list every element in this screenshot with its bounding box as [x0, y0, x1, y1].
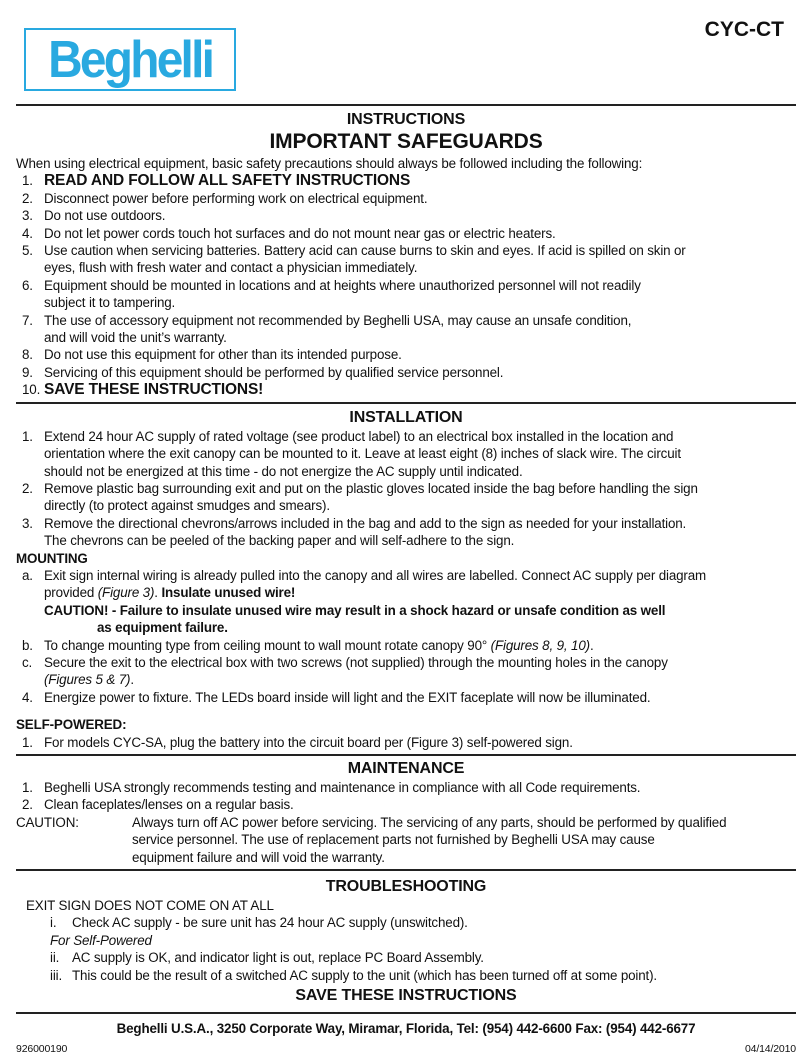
troubleshooting-item: ii. AC supply is OK, and indicator light is out, replace PC Board Assembly. — [50, 950, 484, 966]
list-item: 4. Do not let power cords touch hot surfaces and do not mount near gas or electric heaters. — [22, 225, 556, 241]
list-item: 1. READ AND FOLLOW ALL SAFETY INSTRUCTIONS — [22, 172, 411, 190]
list-item: 7. The use of accessory equipment not recommended by Beghelli USA, may cause an unsafe condition, and will void the unit’s warranty. — [22, 312, 632, 346]
troubleshooting-item: i. Check AC supply - be sure unit has 24 hour AC supply (unswitched). — [50, 915, 468, 931]
self-powered-item: 1. For models CYC-SA, plug the battery into the circuit board per (Figure 3) self-powered sign. — [22, 734, 573, 750]
safeguards-list — [16, 172, 796, 398]
divider — [16, 1012, 796, 1014]
maintenance-list — [16, 779, 796, 814]
part-number: 926000190 — [16, 1043, 68, 1056]
instructions-heading: INSTRUCTIONS — [346, 111, 466, 128]
save-instructions-heading: SAVE THESE INSTRUCTIONS — [295, 987, 517, 1005]
list-item: 1. Beghelli USA strongly recommends testing and maintenance in compliance with all Code requirements. — [22, 780, 641, 795]
maintenance-caution: CAUTION: Always turn off AC power before servicing. The servicing of any parts, should be performed by qualified service personnel. The use of replacement parts not furnished by Beghelli USA may cause equipment failure and will void the warranty. — [16, 814, 727, 865]
mounting-item-b: b. To change mounting type from ceiling mount to wall mount rotate canopy 90° (Figures 8, 9, 10). — [22, 637, 594, 653]
list-item: 8. Do not use this equipment for other than its intended purpose. — [22, 347, 402, 363]
safeguards-intro: When using electrical equipment, basic safety precautions should always be followed including the following: — [16, 156, 643, 171]
document-date: 04/14/2010 — [744, 1043, 796, 1056]
list-item: 10. SAVE THESE INSTRUCTIONS! — [22, 381, 264, 399]
list-item: 2. Clean faceplates/lenses on a regular basis. — [22, 797, 294, 813]
company-address: Beghelli U.S.A., 3250 Corporate Way, Miramar, Florida, Tel: (954) 442-6600 Fax: (954) 442-6677 — [116, 1021, 696, 1037]
maintenance-heading: MAINTENANCE — [347, 760, 465, 777]
document-body — [16, 104, 796, 1059]
troubleshooting-heading: TROUBLESHOOTING — [325, 878, 487, 896]
troubleshooting-item: iii. This could be the result of a switched AC supply to the unit (which has been turned off at some point). — [50, 967, 657, 983]
self-powered-subheading: For Self-Powered — [50, 932, 152, 948]
divider — [16, 754, 796, 756]
list-item: 3. Remove the directional chevrons/arrows included in the bag and add to the sign as needed for your installation. The chevrons can be peeled of the backing paper and will self-adhere to the sign. — [22, 515, 687, 549]
mounting-item-c: c. Secure the exit to the electrical box with two screws (not supplied) through the mounting holes in the canopy (Figures 5 & 7). — [22, 654, 668, 688]
list-item: 6. Equipment should be mounted in locations and at heights where unauthorized personnel will not readily subject it to tampering. — [22, 277, 641, 311]
divider — [16, 402, 796, 404]
list-item: 1. Extend 24 hour AC supply of rated voltage (see product label) to an electrical box installed in the location and orientation where the exit canopy can be mounted to it. Leave at least eight (8) inches of slack wire. The circuit should not be energized at this time - do not energize the AC supply until indicated. — [22, 428, 681, 479]
mounting-item-4: 4. Energize power to fixture. The LEDs board inside will light and the EXIT faceplate will now be illuminated. — [22, 689, 651, 705]
installation-list — [16, 428, 796, 550]
beghelli-logo — [24, 28, 236, 91]
divider — [16, 869, 796, 871]
problem-heading: EXIT SIGN DOES NOT COME ON AT ALL — [26, 898, 274, 914]
logo-text: Beghelli — [47, 30, 212, 89]
installation-heading: INSTALLATION — [349, 408, 463, 426]
list-item: 3. Do not use outdoors. — [22, 208, 166, 224]
list-item: 2. Remove plastic bag surrounding exit and put on the plastic gloves located inside the bag before handling the sign directly (to protect against smudges and smears). — [22, 480, 698, 514]
self-powered-heading: SELF-POWERED: — [16, 717, 127, 733]
safeguards-heading: IMPORTANT SAFEGUARDS — [269, 130, 543, 153]
list-item: 2. Disconnect power before performing work on electrical equipment. — [22, 190, 428, 206]
mounting-item-a: a. Exit sign internal wiring is already pulled into the canopy and all wires are labelled. Connect AC supply per diagram provided (Figure 3). Insulate unused wire! CAUTION! - Failure to insulate unused wire may result in a shock hazard or unsafe condition as well as equipment failure. — [22, 567, 707, 636]
mounting-heading: MOUNTING — [16, 550, 88, 566]
list-item: 9. Servicing of this equipment should be performed by qualified service personnel. — [22, 364, 504, 380]
model-number: CYC-CT — [704, 18, 784, 41]
caution-warning: CAUTION! - Failure to insulate unused wire may result in a shock hazard or unsafe condition as well — [44, 602, 666, 618]
list-item: 5. Use caution when servicing batteries. Battery acid can cause burns to skin and eyes. If acid is spilled on skin or eyes, flush with fresh water and contact a physician immediately. — [22, 243, 686, 276]
divider — [16, 104, 796, 106]
